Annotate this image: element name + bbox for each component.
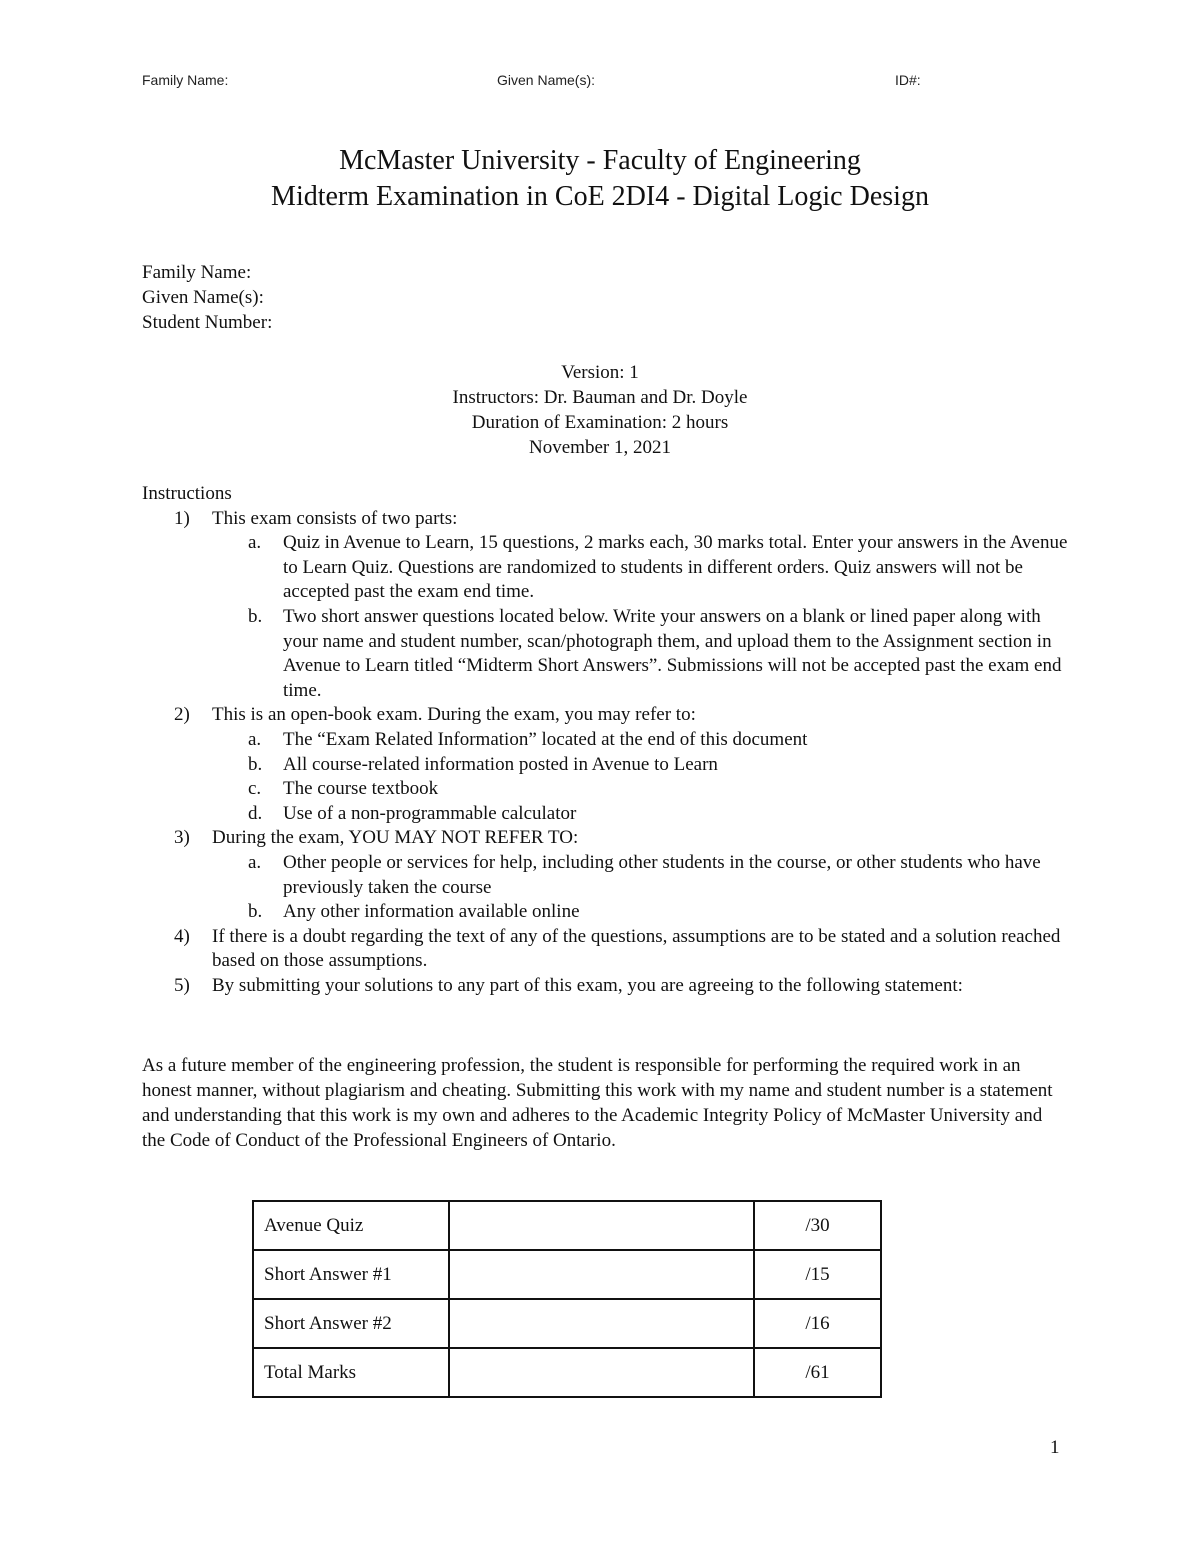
instruction-subitem (142, 851, 1072, 900)
instruction-text: This is an open-book exam. During the exam, you may refer to: (212, 704, 696, 726)
given-names-label: Given Name(s): (142, 287, 264, 308)
instruction-number: 3) (174, 827, 190, 849)
exam-date: November 1, 2021 (529, 437, 671, 458)
instruction-subitem-letter: b. (248, 753, 263, 775)
instructions-list (142, 507, 1072, 999)
instruction-subitem-letter: a. (248, 728, 262, 750)
instruction-item (142, 826, 1072, 851)
family-name-label: Family Name: (142, 262, 252, 283)
instruction-subitem-text: The “Exam Related Information” located at the end of this document (283, 728, 808, 750)
header-id-label: ID#: (895, 72, 921, 88)
instruction-subitem (142, 777, 1072, 802)
marks-total-cell: /15 (754, 1250, 881, 1299)
instruction-item (142, 507, 1072, 532)
marks-score-cell[interactable] (449, 1348, 754, 1397)
student-number-label: Student Number: (142, 312, 273, 333)
instructions-section (142, 482, 1072, 998)
marks-row (253, 1201, 881, 1250)
document-title-line2: Midterm Examination in CoE 2DI4 - Digital Logic Design (271, 181, 929, 212)
document-title-line1: McMaster University - Faculty of Engineering (339, 145, 861, 176)
marks-row (253, 1299, 881, 1348)
instruction-subitem (142, 605, 1072, 703)
instruction-number: 4) (174, 925, 190, 947)
instruction-subitem-letter: d. (248, 802, 263, 824)
exam-version: Version: 1 (561, 362, 639, 383)
instructions-heading: Instructions (142, 483, 232, 504)
header-family-name-label: Family Name: (142, 72, 229, 88)
marks-label-cell: Avenue Quiz (253, 1201, 449, 1250)
instruction-subitem-text: Quiz in Avenue to Learn, 15 questions, 2 marks each, 30 marks total. Enter your answers in the Avenue to Learn Quiz. Questions are randomized to students in different orders. Quiz answers will not be accepted past the exam end time. (283, 532, 1068, 603)
instruction-subitem (142, 802, 1072, 827)
instruction-number: 2) (174, 704, 190, 726)
instruction-text: During the exam, YOU MAY NOT REFER TO: (212, 827, 579, 849)
instruction-subitem-letter: a. (248, 532, 262, 554)
marks-total-cell: /61 (754, 1348, 881, 1397)
marks-score-cell[interactable] (449, 1201, 754, 1250)
marks-row (253, 1348, 881, 1397)
instruction-subitem-text: Use of a non-programmable calculator (283, 802, 577, 824)
instruction-subitem (142, 728, 1072, 753)
student-fields (142, 260, 272, 335)
instruction-text: If there is a doubt regarding the text of any of the questions, assumptions are to be stated and a solution reached based on those assumptions. (212, 925, 1061, 972)
instruction-item (142, 703, 1072, 728)
instruction-subitem-letter: a. (248, 851, 262, 873)
marks-label-cell: Short Answer #1 (253, 1250, 449, 1299)
instruction-number: 5) (174, 974, 190, 996)
marks-label-cell: Short Answer #2 (253, 1299, 449, 1348)
instruction-subitem-text: Any other information available online (283, 901, 580, 923)
instruction-subitem-letter: c. (248, 778, 262, 800)
marks-table (252, 1200, 882, 1398)
instruction-subitem-letter: b. (248, 605, 263, 627)
exam-duration: Duration of Examination: 2 hours (471, 412, 729, 433)
marks-total-cell: /30 (754, 1201, 881, 1250)
instruction-subitem (142, 900, 1072, 925)
marks-row (253, 1250, 881, 1299)
instruction-subitem-text: The course textbook (283, 778, 439, 800)
header-given-names-label: Given Name(s): (497, 72, 596, 88)
instruction-item (142, 925, 1072, 974)
instruction-subitem-text: All course-related information posted in Avenue to Learn (283, 753, 718, 775)
instruction-subitem (142, 753, 1072, 778)
marks-total-cell: /16 (754, 1299, 881, 1348)
instruction-number: 1) (174, 507, 190, 529)
marks-label-cell: Total Marks (253, 1348, 449, 1397)
integrity-statement: As a future member of the engineering profession, the student is responsible for performing the required work in an honest manner, without plagiarism and cheating. Submitting this work with my name and student number is a statement and understanding that this work is my own and adheres to the Academic Integrity Policy of McMaster University and the Code of Conduct of the Professional Engineers of Ontario. (142, 1055, 1053, 1151)
marks-score-cell[interactable] (449, 1299, 754, 1348)
instruction-text: By submitting your solutions to any part of this exam, you are agreeing to the following statement: (212, 974, 963, 996)
instruction-subitem-text: Other people or services for help, including other students in the course, or other students who have previously taken the course (283, 851, 1041, 898)
marks-score-cell[interactable] (449, 1250, 754, 1299)
exam-instructors: Instructors: Dr. Bauman and Dr. Doyle (452, 387, 748, 408)
instruction-subitem-letter: b. (248, 901, 263, 923)
instruction-text: This exam consists of two parts: (212, 507, 458, 529)
instruction-subitem (142, 531, 1072, 605)
instruction-item (142, 974, 1072, 999)
instruction-subitem-text: Two short answer questions located below. Write your answers on a blank or lined paper along with your name and student number, scan/photograph them, and upload them to the Assignment section in Avenue to Learn titled “Midterm Short Answers”. Submissions will not be accepted past the exam end time. (283, 605, 1062, 701)
exam-info (0, 360, 1200, 460)
page-number: 1 (1050, 1437, 1060, 1458)
